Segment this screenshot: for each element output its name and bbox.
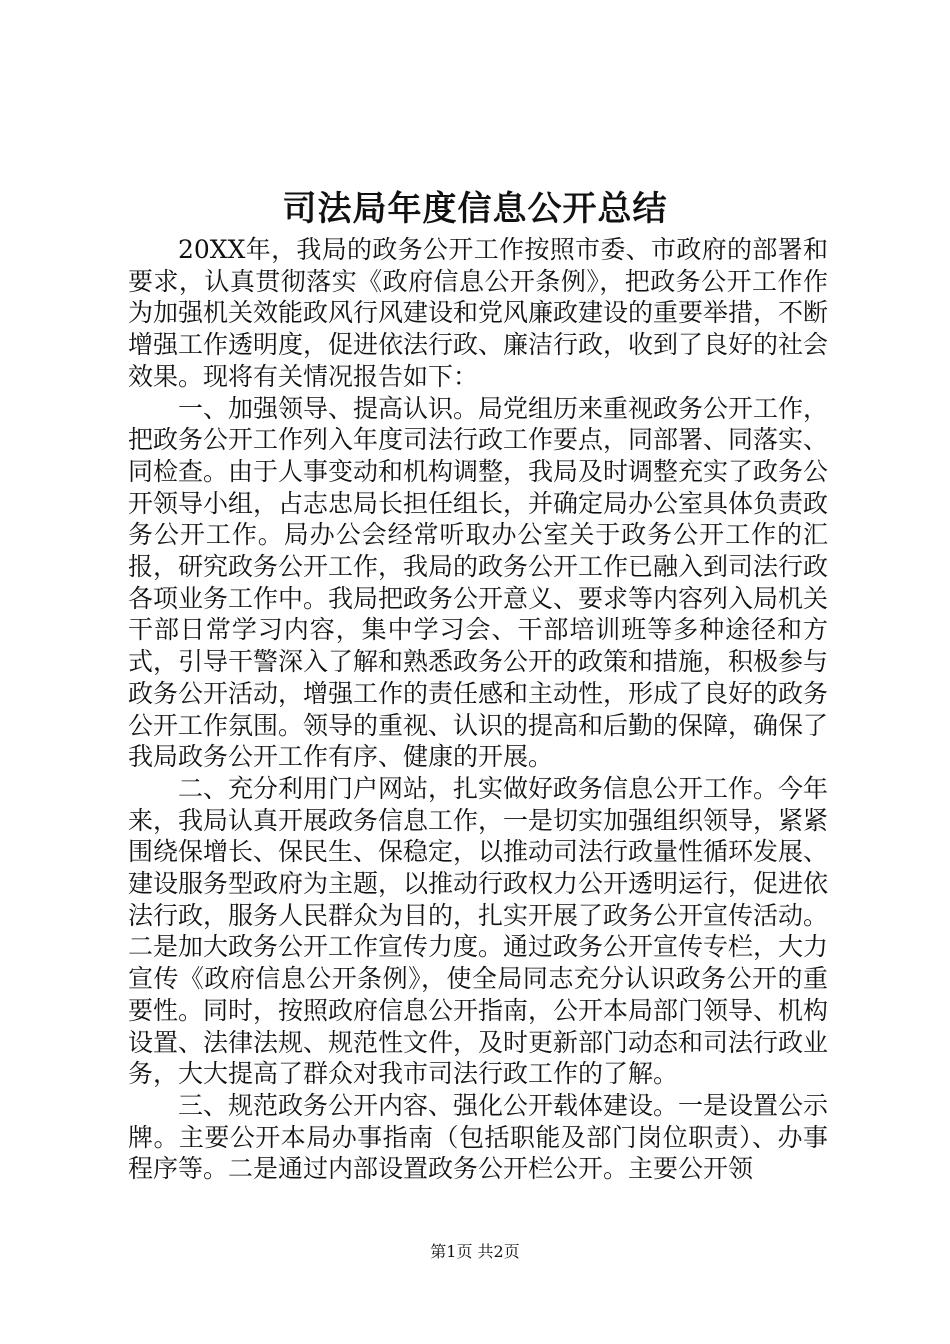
document-title: 司法局年度信息公开总结 bbox=[282, 189, 668, 229]
paragraph-intro: 20XX年，我局的政务公开工作按照市委、市政府的部署和要求，认真贯彻落实《政府信息公开条例》，把政务公开工作作为加强机关效能政风行风建设和党风廉政建设的重要举措，不断增强工作透明度，促进依法行政、廉洁行政，收到了良好的社会效果。现将有关情况报告如下： bbox=[128, 235, 829, 391]
paragraph-section-3: 三、规范政务公开内容、强化公开载体建设。一是设置公示牌。主要公开本局办事指南（包括职能及部门岗位职责）、办事程序等。二是通过内部设置政务公开栏公开。主要公开领 bbox=[128, 1090, 829, 1184]
paragraph-section-2: 二、充分利用门户网站，扎实做好政务信息公开工作。今年来，我局认真开展政务信息工作，一是切实加强组织领导，紧紧围绕保增长、保民生、保稳定，以推动司法行政量性循环发展、建设服务型政府为主题，以推动行政权力公开透明运行，促进依法行政，服务人民群众为目的，扎实开展了政务公开宣传活动。二是加大政务公开工作宣传力度。通过政务公开宣传专栏，大力宣传《政府信息公开条例》，使全局同志充分认识政务公开的重要性。同时，按照政府信息公开指南，公开本局部门领导、机构设置、法律法规、规范性文件，及时更新部门动态和司法行政业务，大大提高了群众对我市司法行政工作的了解。 bbox=[128, 773, 829, 1089]
document-body bbox=[128, 234, 828, 1185]
page-number-footer: 第1页 共2页 bbox=[430, 1242, 520, 1261]
paragraph-section-1: 一、加强领导、提高认识。局党组历来重视政务公开工作，把政务公开工作列入年度司法行政工作要点，同部署、同落实、同检查。由于人事变动和机构调整，我局及时调整充实了政务公开领导小组，占志忠局长担任组长，并确定局办公室具体负责政务公开工作。局办公会经常听取办公室关于政务公开工作的汇报，研究政务公开工作，我局的政务公开工作已融入到司法行政各项业务工作中。我局把政务公开意义、要求等内容列入局机关干部日常学习内容，集中学习会、干部培训班等多种途径和方式，引导干警深入了解和熟悉政务公开的政策和措施，积极参与政务公开活动，增强工作的责任感和主动性，形成了良好的政务公开工作氛围。领导的重视、认识的提高和后勤的保障，确保了我局政务公开工作有序、健康的开展。 bbox=[128, 393, 829, 772]
